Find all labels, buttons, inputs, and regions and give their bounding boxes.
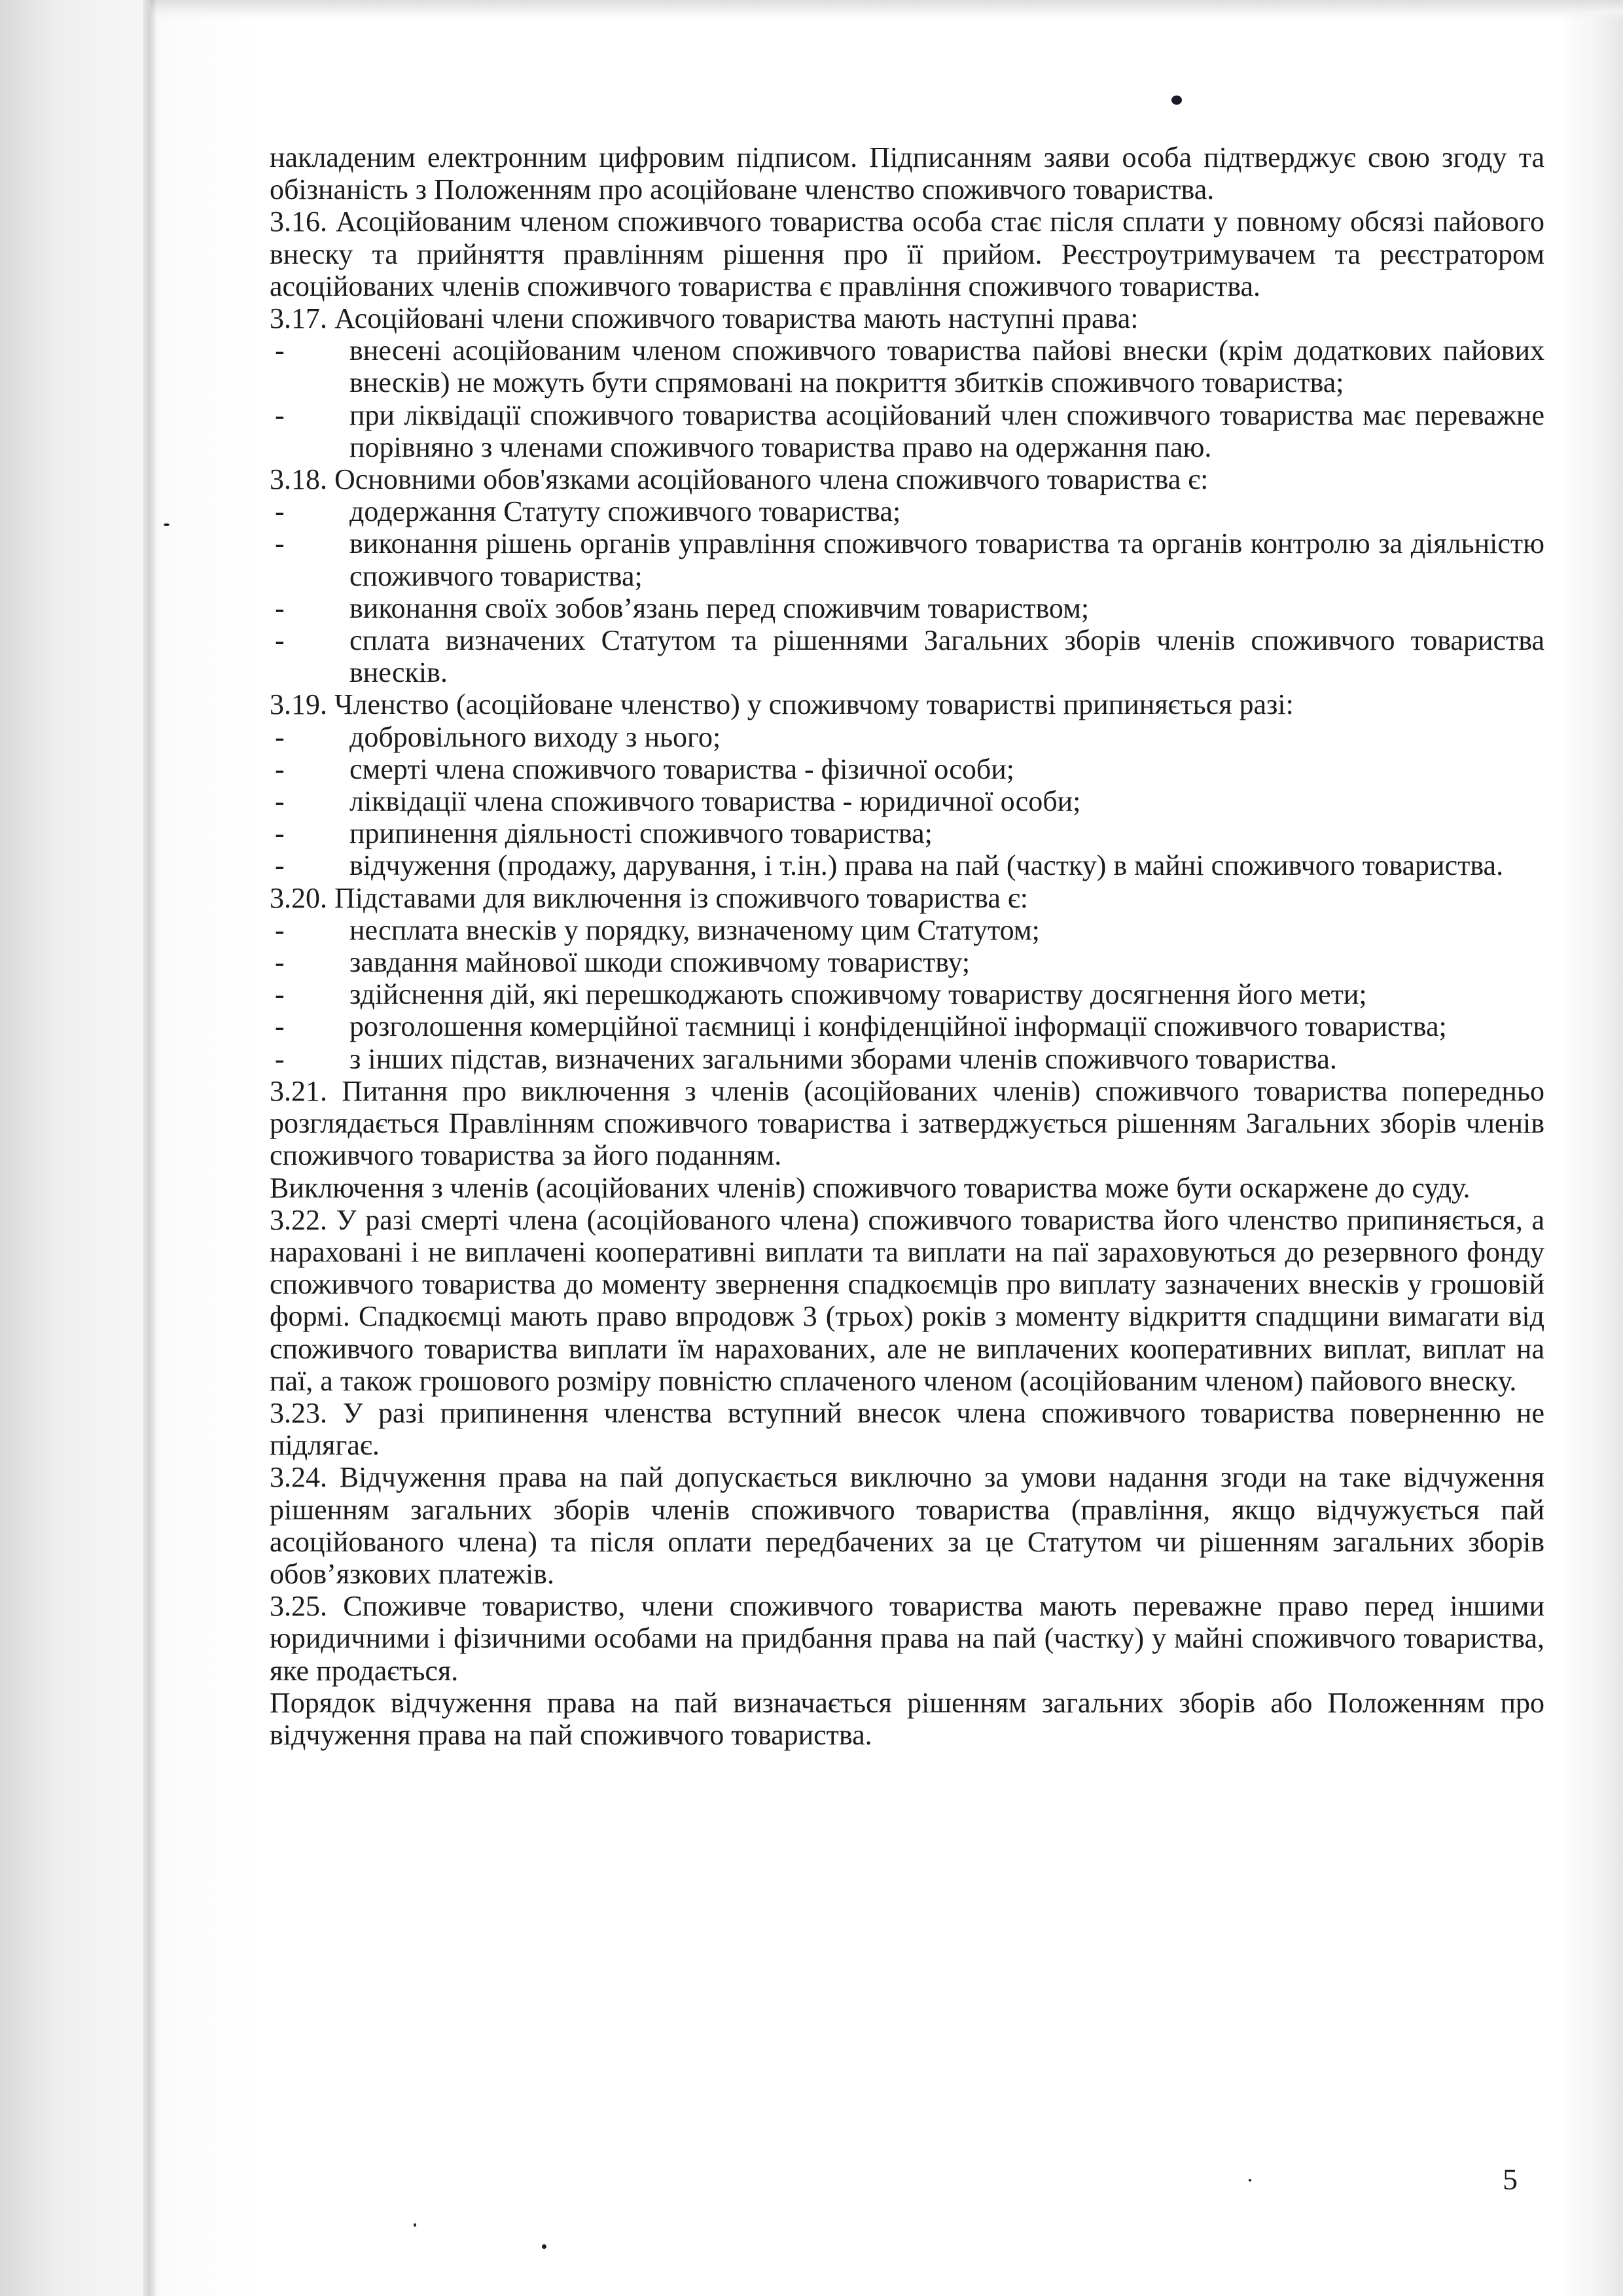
list-item: [270, 624, 1544, 688]
list-item: [270, 1010, 1544, 1042]
list-item: [270, 1043, 1544, 1075]
list-dash: -: [275, 1010, 285, 1043]
scan-speck: [414, 2223, 416, 2227]
list-item-text: з інших підстав, визначених загальними зборами членів споживчого товариства.: [349, 1042, 1337, 1075]
clause-3-16: 3.16. Асоційованим членом споживчого товариства особа стає після сплати у повному обсязі пайового внеску та прийняття правлінням рішення про її прийом. Реєстроутримувачем та реєстратором асоційованих членів споживчого товариства є правління споживчого товариства.: [270, 205, 1544, 302]
list-item-text: розголошення комерційної таємниці і конфіденційної інформації споживчого товариства;: [349, 1010, 1447, 1043]
list-item: [270, 334, 1544, 398]
list-dash: -: [275, 398, 285, 431]
list-item-text: виконання своїх зобов’язань перед споживчим товариством;: [349, 592, 1090, 624]
scan-speck: [1171, 96, 1182, 105]
list-item: [270, 914, 1544, 946]
list-dash: -: [275, 624, 285, 657]
clause-3-25: 3.25. Споживче товариство, члени споживчого товариства мають переважне право перед іншими юридичними і фізичними особами на придбання права на пай (частку) у майні споживчого товариства, яке продається.: [270, 1590, 1544, 1687]
list-item: [270, 946, 1544, 978]
page-number: 5: [1503, 2163, 1518, 2196]
scan-speck: [1249, 2179, 1251, 2181]
clause-3-17: 3.17. Асоційовані члени споживчого товариства мають наступні права:: [270, 302, 1139, 335]
list-item-text: завдання майнової шкоди споживчому товариству;: [349, 946, 971, 979]
binding-shadow: [143, 0, 156, 2296]
list-item-text: ліквідації члена споживчого товариства - юридичної особи;: [349, 785, 1081, 818]
list-dash: -: [275, 946, 285, 979]
clause-3-19: 3.19. Членство (асоційоване членство) у споживчому товаристві припиняється разі:: [270, 688, 1294, 721]
list-dash: -: [275, 334, 285, 367]
list-item-text: відчуження (продажу, дарування, і т.ін.) права на пай (частку) в майні споживчого товариства.: [349, 849, 1504, 882]
list-dash: -: [275, 495, 285, 528]
list-item-text: несплата внесків у порядку, визначеному цим Статутом;: [349, 913, 1040, 946]
list-dash: -: [275, 527, 285, 560]
list-item-text: внесені асоційованим членом споживчого товариства пайові внески (крім додаткових пайових внесків) не можуть бути спрямовані на покриття збитків споживчого товариства;: [349, 334, 1544, 399]
list-item-text: здійснення дій, які перешкоджають споживчому товариству досягнення його мети;: [349, 978, 1367, 1011]
list-dash: -: [275, 913, 285, 946]
list-item: [270, 753, 1544, 785]
list-item: [270, 527, 1544, 592]
list-item: [270, 849, 1544, 881]
list-item: [270, 817, 1544, 849]
clause-3-18: 3.18. Основними обов'язками асоційованого члена споживчого товариства є:: [270, 463, 1209, 496]
list-dash: -: [275, 752, 285, 785]
list-dash: -: [275, 817, 285, 850]
list-item: [270, 978, 1544, 1010]
list-item: [270, 592, 1544, 624]
clause-3-21: 3.21. Питання про виключення з членів (асоційованих членів) споживчого товариства попередньо розглядається Правлінням споживчого товариства і затверджується рішенням Загальних зборів членів споживчого товариства за його поданням.: [270, 1074, 1544, 1172]
clause-3-23: 3.23. У разі припинення членства вступний внесок члена споживчого товариства поверненню не підлягає.: [270, 1396, 1544, 1462]
list-item-text: додержання Статуту споживчого товариства;: [349, 495, 901, 528]
list-item-text: смерті члена споживчого товариства - фізичної особи;: [349, 752, 1014, 785]
clause-3-20: 3.20. Підставами для виключення із споживчого товариства є:: [270, 881, 1028, 914]
clause-3-22: 3.22. У разі смерті члена (асоційованого члена) споживчого товариства його членство припиняється, а нараховані і не виплачені кооперативні виплати та виплати на паї зараховуються до резервного фонду споживчого товариства до моменту звернення спадкоємців про виплату зазначених внесків у грошовій формі. Спадкоємці мають право впродовж 3 (трьох) років з моменту відкриття спадщини вимагати від споживчого товариства виплати їм нарахованих, але не виплачених кооперативних виплат, виплат на паї, а також грошового розміру повністю сплаченого членом (асоційованим членом) пайового внеску.: [270, 1203, 1544, 1397]
document-body: [270, 141, 1544, 1751]
list-dash: -: [275, 849, 285, 882]
list-item-text: добровільного виходу з нього;: [349, 720, 721, 753]
page-top-edge-shadow: [151, 0, 1623, 20]
paragraph: накладеним електронним цифровим підписом. Підписанням заяви особа підтверджує свою згоду та обізнаність з Положенням про асоційоване членство споживчого товариства.: [270, 141, 1544, 206]
list-item: [270, 785, 1544, 817]
clause-3-24: 3.24. Відчуження права на пай допускається виключно за умови надання згоди на таке відчуження рішенням загальних зборів членів споживчого товариства (правління, якщо відчужується пай асоційованого члена) та після оплати передбачених за це Статутом чи рішенням загальних зборів обов’язкових платежів.: [270, 1461, 1544, 1590]
scan-speck: [164, 523, 169, 526]
list-item-text: виконання рішень органів управління споживчого товариства та органів контролю за діяльністю споживчого товариства;: [349, 527, 1544, 592]
list-item: [270, 399, 1544, 463]
list-dash: -: [275, 592, 285, 624]
list-item-text: припинення діяльності споживчого товариства;: [349, 817, 933, 850]
list-item: [270, 721, 1544, 753]
list-item-text: при ліквідації споживчого товариства асоційований член споживчого товариства має переважне порівняно з членами споживчого товариства право на одержання паю.: [349, 398, 1544, 463]
list-item: [270, 495, 1544, 527]
list-item-text: сплата визначених Статутом та рішеннями Загальних зборів членів споживчого товариства внесків.: [349, 624, 1544, 689]
scan-speck: [542, 2244, 546, 2249]
paragraph: Порядок відчуження права на пай визначається рішенням загальних зборів або Положенням про відчуження права на пай споживчого товариства.: [270, 1686, 1544, 1751]
paragraph: Виключення з членів (асоційованих членів) споживчого товариства може бути оскаржене до суду.: [270, 1171, 1471, 1204]
list-dash: -: [275, 978, 285, 1011]
list-dash: -: [275, 720, 285, 753]
list-dash: -: [275, 1042, 285, 1075]
list-dash: -: [275, 785, 285, 818]
